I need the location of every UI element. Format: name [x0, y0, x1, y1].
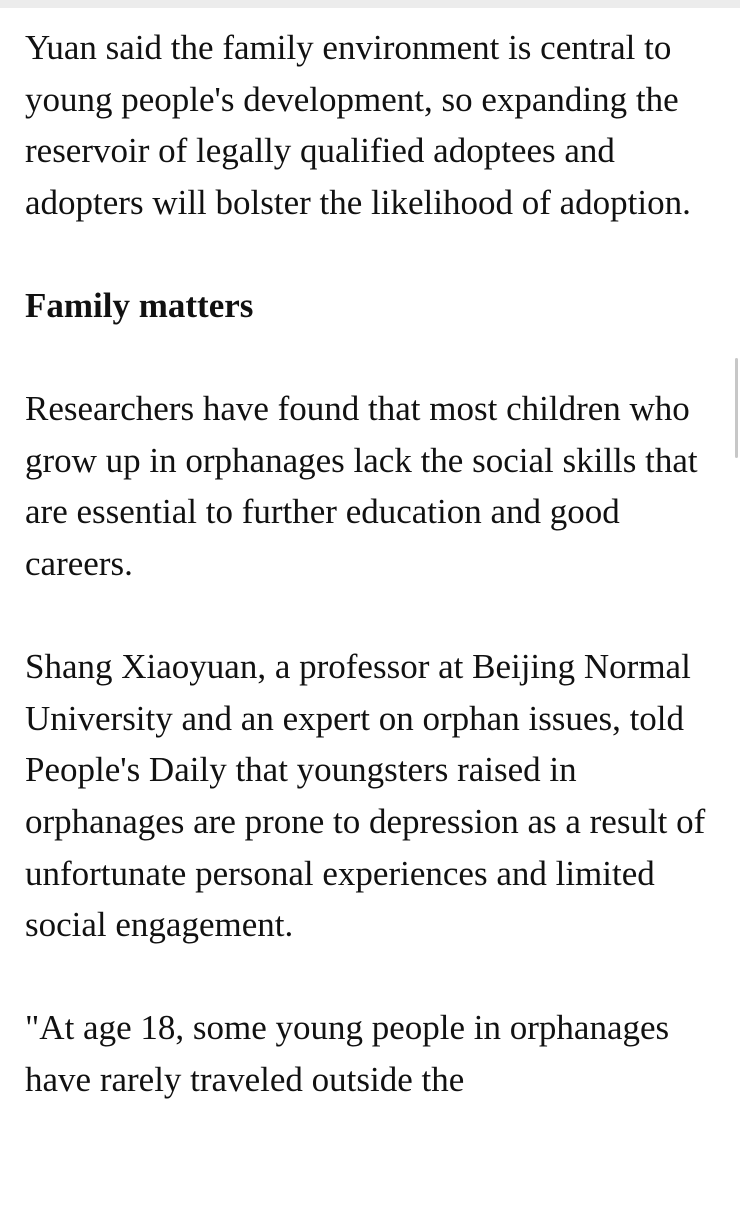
article-paragraph: Shang Xiaoyuan, a professor at Beijing Normal University and an expert on orphan issues, told People's Daily that youngsters raised in orphanages are prone to depression as a result of unfortunate personal experiences and limited social engagement.	[25, 647, 706, 945]
article-paragraph: "At age 18, some young people in orphanages have rarely traveled outside the	[25, 1008, 670, 1099]
scrollbar-thumb[interactable]	[735, 358, 738, 458]
top-bar	[0, 0, 740, 8]
article-paragraph: Yuan said the family environment is central to young people's development, so expanding the reservoir of legally qualified adoptees and adopters will bolster the likelihood of adoption.	[25, 28, 691, 222]
article-paragraph: Researchers have found that most children who grow up in orphanages lack the social skills that are essential to further education and good careers.	[25, 389, 698, 583]
article-body	[25, 22, 725, 1157]
section-heading: Family matters	[25, 285, 254, 325]
